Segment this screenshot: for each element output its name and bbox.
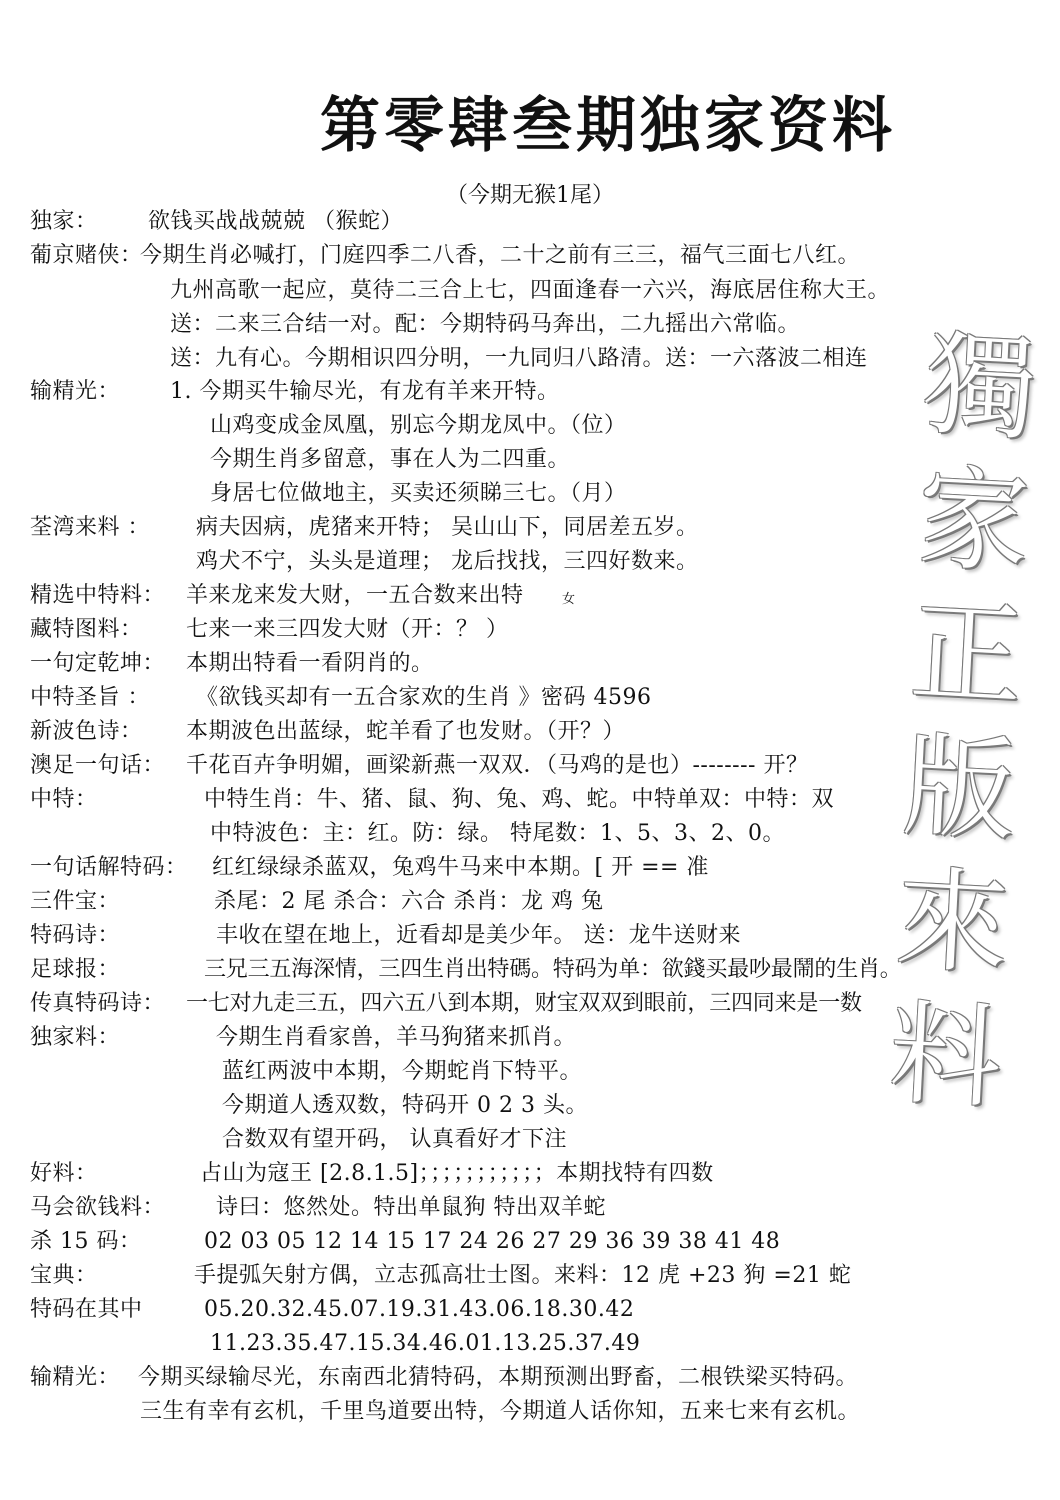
section-line: 《欲钱买却有一五合家欢的生肖 》密码 4596 xyxy=(196,685,652,710)
section-line: 诗曰：悠然处。特出单鼠狗 特出双羊蛇 xyxy=(216,1195,606,1220)
section-label: 中特圣旨 ： xyxy=(30,685,150,710)
section-line: 中特波色：主：红。防：绿。 特尾数：1、5、3、2、0。 xyxy=(210,821,785,846)
section-line: 本期波色出蓝绿，蛇羊看了也发财。（开？） xyxy=(186,719,626,744)
section-label: 一句话解特码： xyxy=(30,855,188,880)
stamp-char: 家 xyxy=(914,453,1033,590)
handwritten-note: 女 xyxy=(562,592,576,607)
section-line: 杀尾：2 尾 杀合：六合 杀肖：龙 鸡 兔 xyxy=(214,889,604,914)
section-label: 澳足一句话： xyxy=(30,753,166,778)
section-label: 足球报： xyxy=(30,957,121,982)
section-line: 丰收在望在地上，近看却是美少年。 送：龙牛送财来 xyxy=(216,923,741,948)
stamp-char: 獨 xyxy=(921,319,1040,456)
section-line: 三兄三五海深情，三四生肖出特碼。特码为单：欲錢买最吵最鬧的生肖。 xyxy=(204,957,902,982)
section-line: 中特生肖：牛、猪、鼠、狗、兔、鸡、蛇。中特单双：中特：双 xyxy=(204,787,835,812)
section-line: 一七对九走三五，四六五八到本期，财宝双双到眼前，三四同来是一数 xyxy=(186,991,862,1016)
section-line: 七来一来三四发大财（开：？ ） xyxy=(186,617,509,642)
section-line: 本期出特看一看阴肖的。 xyxy=(186,651,434,676)
section-label: 独家： xyxy=(30,209,98,234)
section-label: 一句定乾坤： xyxy=(30,651,166,676)
section-line: 身居七位做地主，买卖还须睇三七。（月） xyxy=(210,481,627,506)
section-line: 鸡犬不宁，头头是道理； 龙后找找，三四好数来。 xyxy=(196,549,699,574)
section-line: 今期生肖多留意，事在人为二四重。 xyxy=(210,447,571,472)
stamp-char: 來 xyxy=(893,854,1012,991)
section-line: 今期道人透双数，特码开 0 2 3 头。 xyxy=(222,1093,588,1118)
section-line: 今期买绿输尽光，东南西北猜特码，本期预测出野畜，二根铁梁买特码。 xyxy=(138,1365,859,1390)
section-label: 马会欲钱料： xyxy=(30,1195,166,1220)
section-label: 葡京赌侠： xyxy=(30,243,143,268)
section-label: 好料： xyxy=(30,1161,98,1186)
section-line: 占山为寇王 [2.8.1.5]；；；；；；；；；；；本期找特有四数 xyxy=(200,1161,714,1186)
section-label: 中特： xyxy=(30,787,98,812)
section-line: 11.23.35.47.15.34.46.01.13.25.37.49 xyxy=(210,1331,641,1356)
section-line: 山鸡变成金凤凰，别忘今期龙凤中。（位） xyxy=(210,413,627,438)
section-line: 05.20.32.45.07.19.31.43.06.18.30.42 xyxy=(204,1297,635,1322)
section-label: 特码诗： xyxy=(30,923,121,948)
section-line: 02 03 05 12 14 15 17 24 26 27 29 36 39 38 41 48 xyxy=(204,1229,781,1254)
section-line: 送：九有心。今期相识四分明，一九同归八路清。送：一六落波二相连 xyxy=(170,346,868,371)
section-line: 送：二来三合结一对。配：今期特码马奔出，二九摇出六常临。 xyxy=(170,312,801,337)
section-line: 红红绿绿杀蓝双，兔鸡牛马来中本期。[ 开 == 准 xyxy=(212,855,709,880)
section-line: 蓝红两波中本期，今期蛇肖下特平。 xyxy=(222,1059,583,1084)
section-label: 荃湾来料 ： xyxy=(30,515,150,540)
stamp-char: 料 xyxy=(886,988,1005,1125)
section-line: 1. 今期买牛输尽光，有龙有羊来开特。 xyxy=(170,379,560,404)
section-label: 杀 15 码： xyxy=(30,1229,142,1254)
section-line: 九州高歌一起应，莫待二三合上七，四面逢春一六兴，海底居住称大王。 xyxy=(170,278,891,303)
stamp-char: 正 xyxy=(907,587,1026,723)
page-subtitle: （今期无猴1尾） xyxy=(446,183,614,208)
section-line: 病夫因病，虎猪来开特； 吴山山下，同居差五岁。 xyxy=(196,515,699,540)
section-line: 今期生肖必喊打，门庭四季二八香，二十之前有三三，福气三面七八红。 xyxy=(140,243,861,268)
section-label: 传真特码诗： xyxy=(30,991,166,1016)
stamp-char: 版 xyxy=(900,721,1019,857)
section-label: 三件宝： xyxy=(30,889,121,914)
section-label: 宝典： xyxy=(30,1263,98,1288)
section-label: 新波色诗： xyxy=(30,719,143,744)
section-line: 羊来龙来发大财，一五合数来出特 xyxy=(186,583,524,608)
watermark-stamp xyxy=(877,317,1049,1127)
page-title: 第零肆叁期独家资料 xyxy=(320,91,896,161)
section-label: 输精光： xyxy=(30,1365,121,1390)
section-line: 欲钱买战战兢兢 （猴蛇） xyxy=(148,209,403,234)
section-label: 藏特图料： xyxy=(30,617,143,642)
section-label: 特码在其中 xyxy=(30,1297,143,1322)
section-line: 千花百卉争明媚，画梁新燕一双双．（马鸡的是也）-------- 开？ xyxy=(186,753,809,778)
section-label: 精选中特料： xyxy=(30,583,166,608)
section-label: 输精光： xyxy=(30,379,121,404)
section-line: 今期生肖看家兽，羊马狗猪来抓肖。 xyxy=(216,1025,577,1050)
section-line: 三生有幸有玄机，千里鸟道要出特，今期道人话你知，五来七来有玄机。 xyxy=(140,1399,861,1424)
section-line: 合数双有望开码， 认真看好才下注 xyxy=(222,1127,567,1152)
section-line: 手提弧矢射方偶，立志孤高壮士图。来料：12 虎 +23 狗 =21 蛇 xyxy=(194,1263,852,1288)
section-label: 独家料： xyxy=(30,1025,121,1050)
